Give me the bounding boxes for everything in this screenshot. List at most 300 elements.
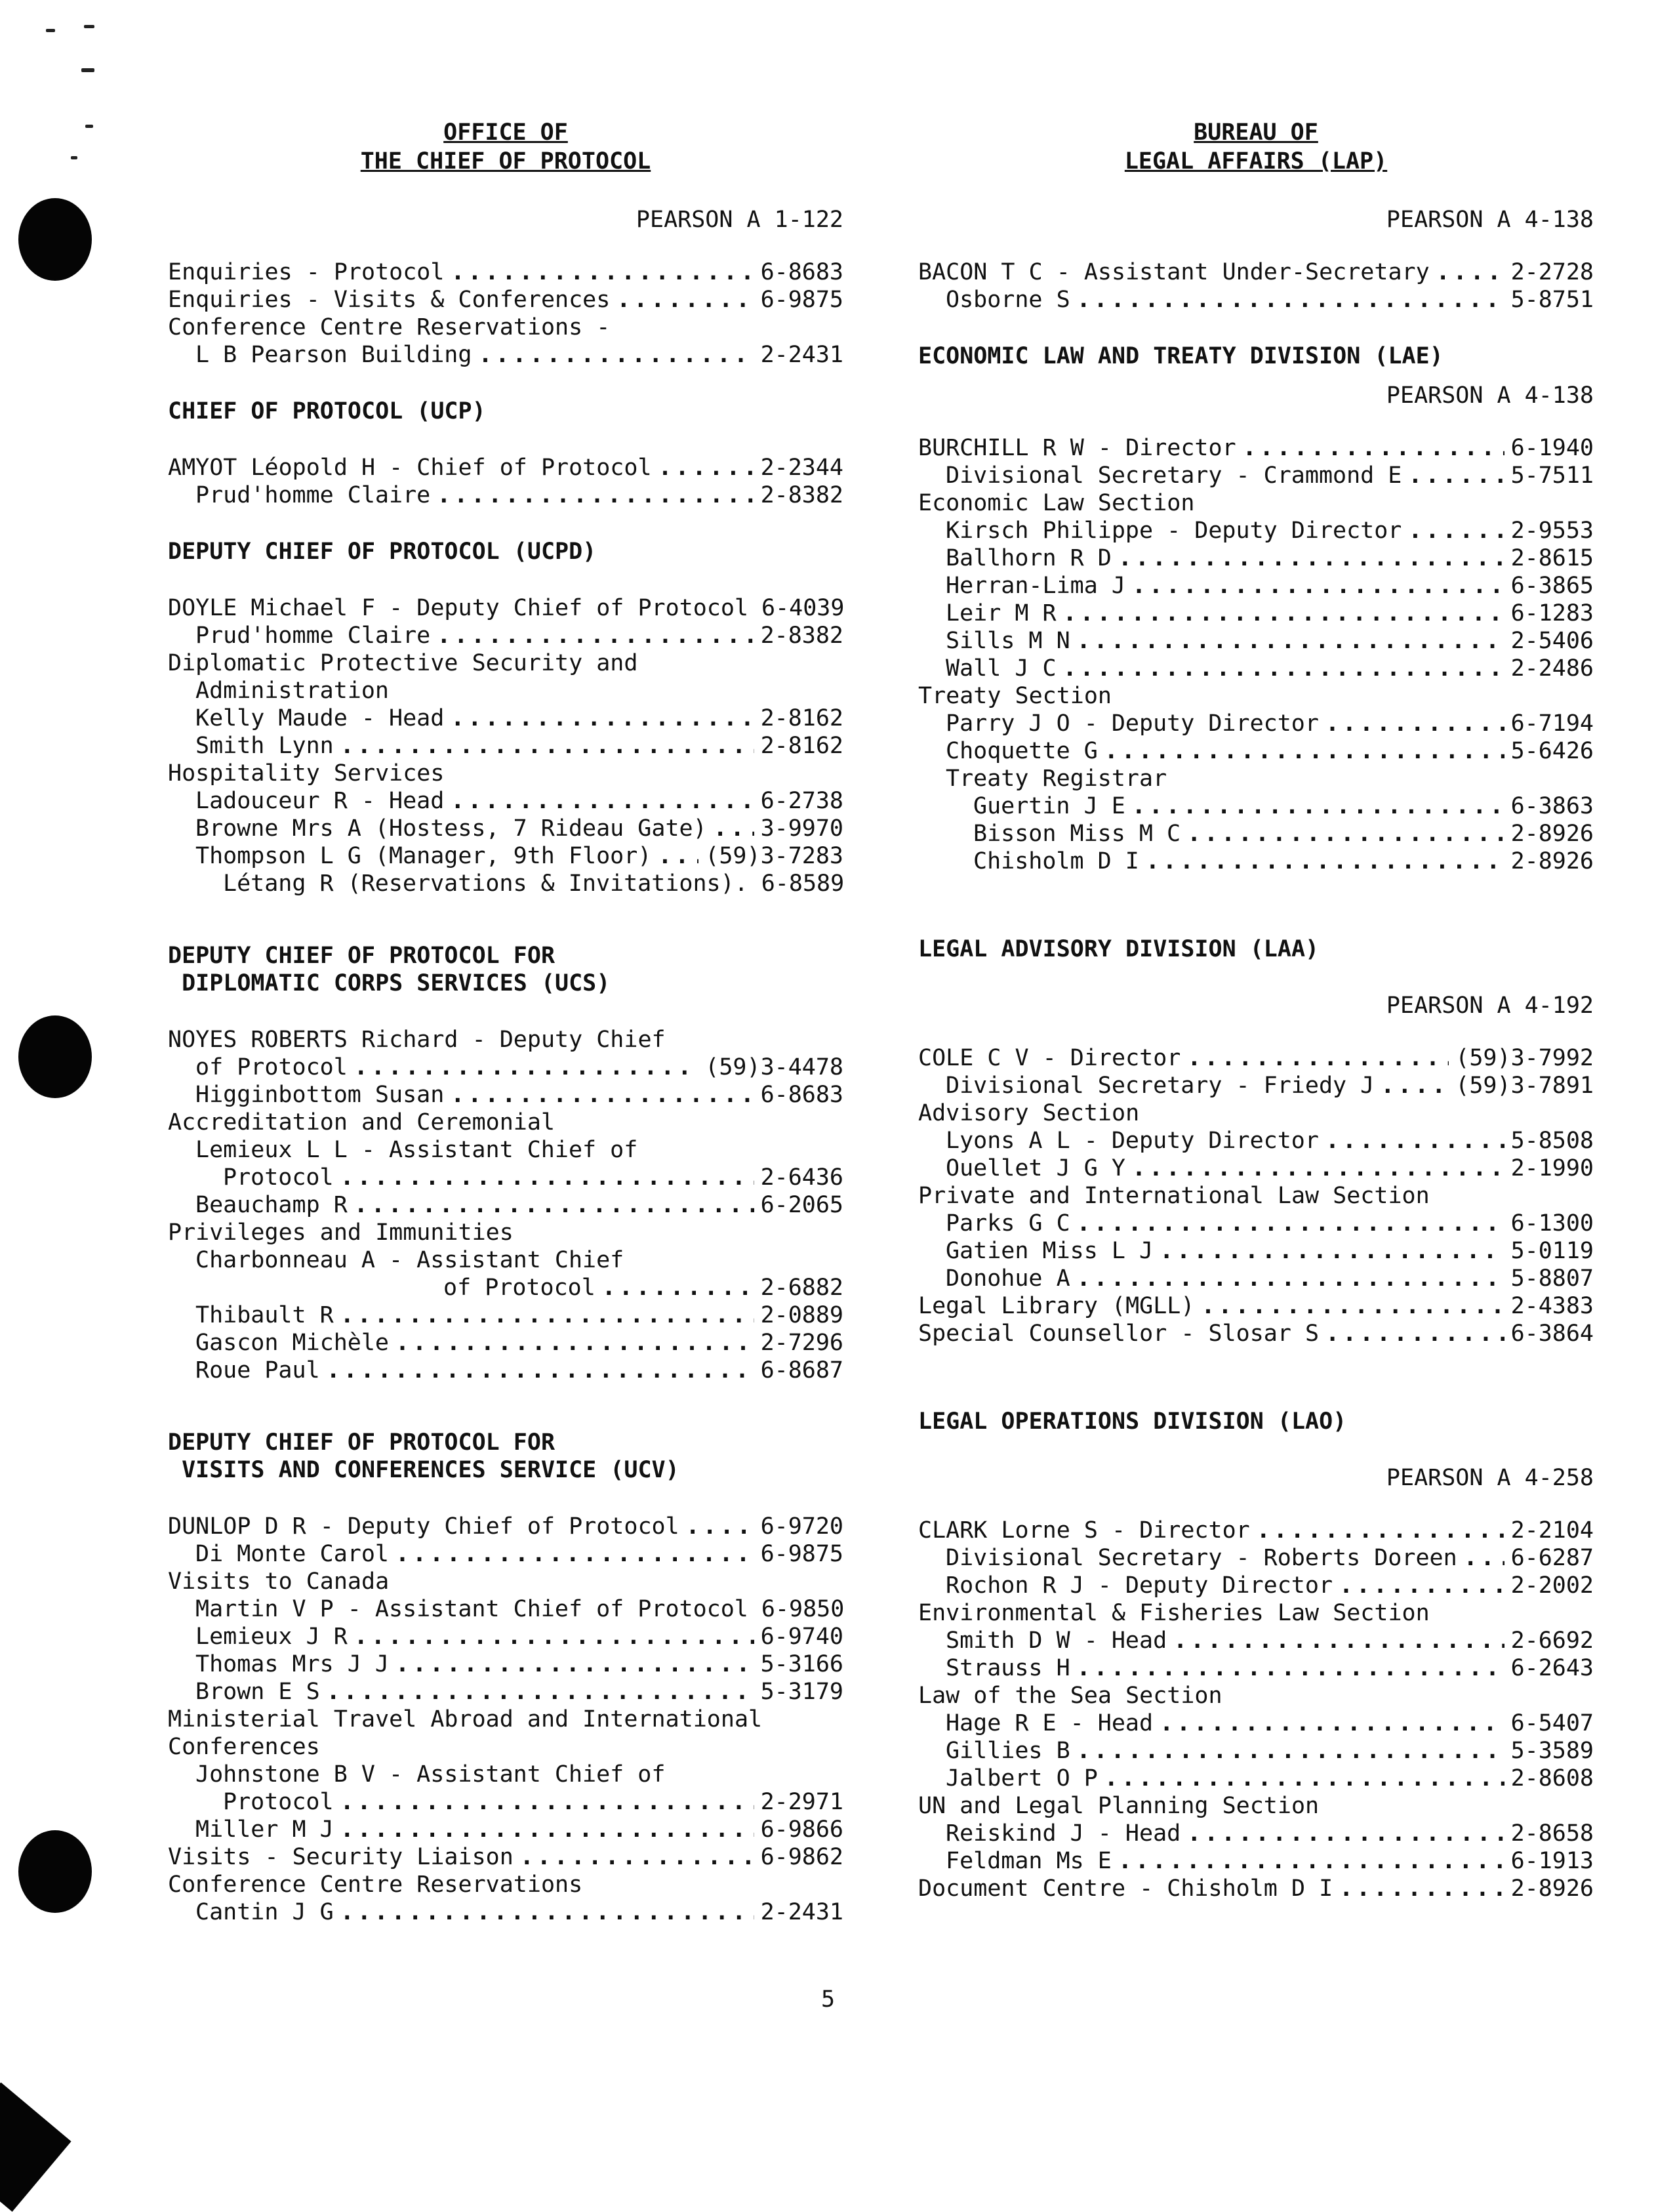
dot-leader (340, 1164, 754, 1191)
dot-leader (340, 1816, 754, 1843)
dot-leader (395, 1650, 754, 1678)
directory-entry (918, 627, 1594, 655)
entry-phone: (59)3-4478 (705, 1054, 843, 1080)
entry-phone: 2-8658 (1510, 1820, 1594, 1847)
entry-phone: 6-9850 (761, 1596, 845, 1622)
dot-leader (1408, 517, 1504, 544)
directory-entry (918, 286, 1594, 314)
entry-name: Lemieux L L - Assistant Chief of (195, 1137, 638, 1163)
scan-speck (46, 29, 55, 32)
directory-entry (918, 1544, 1594, 1572)
entry-phone: 5-8807 (1510, 1265, 1594, 1292)
entry-name: Di Monte Carol (195, 1541, 390, 1567)
entry-name: Kelly Maude - Head (195, 705, 445, 731)
entry-name: Gatien Miss L J (946, 1238, 1154, 1264)
entry-name: Conference Centre Reservations - (168, 314, 611, 340)
entry-phone: 6-9740 (760, 1624, 843, 1650)
entry-name: Roue Paul (195, 1357, 320, 1383)
dot-leader (1077, 1265, 1505, 1292)
entry-name: Protocol (223, 1164, 334, 1191)
directory-entry (168, 1788, 843, 1816)
entry-name: CLARK Lorne S - Director (918, 1517, 1250, 1544)
directory-entry (918, 655, 1594, 682)
directory-entry (918, 1710, 1594, 1737)
entry-name: Visits - Security Liaison (168, 1844, 514, 1870)
building-location: PEARSON A 4-192 (1386, 993, 1594, 1019)
entry-phone: 6-5407 (1510, 1710, 1594, 1736)
entry-name: Privileges and Immunities (168, 1219, 514, 1246)
entry-name: Diplomatic Protective Security and (168, 650, 638, 676)
dot-leader (1173, 1627, 1504, 1654)
entry-phone: 2-9553 (1510, 518, 1594, 544)
dot-leader (478, 341, 754, 369)
building-location: PEARSON A 4-138 (1386, 207, 1594, 233)
entry-phone: 2-8608 (1510, 1765, 1594, 1792)
dot-leader (1160, 1710, 1504, 1737)
directory-entry (168, 481, 843, 509)
entry-name: Johnstone B V - Assistant Chief of (195, 1761, 666, 1788)
dot-leader (354, 1623, 754, 1650)
entry-name: Browne Mrs A (Hostess, 7 Rideau Gate) (195, 815, 707, 842)
entry-name: Document Centre - Chisholm D I (918, 1875, 1333, 1902)
entry-name: Special Counsellor - Slosar S (918, 1321, 1320, 1347)
entry-name: Guertin J E (973, 793, 1125, 819)
punch-hole-top (18, 198, 92, 281)
section-title: LEGAL ADVISORY DIVISION (LAA) (918, 936, 1320, 962)
directory-entry (918, 600, 1594, 627)
entry-phone: 2-2971 (760, 1789, 843, 1815)
entry-name: Miller M J (195, 1816, 334, 1843)
entry-phone: 6-2738 (760, 788, 843, 814)
entry-name: Accreditation and Ceremonial (168, 1109, 555, 1136)
entry-phone: 3-9970 (760, 815, 843, 842)
dot-leader (340, 732, 754, 760)
dot-leader (1104, 737, 1505, 765)
directory-entry (168, 1540, 843, 1568)
entry-name: Ouellet J G Y (946, 1155, 1125, 1181)
entry-name: NOYES ROBERTS Richard - Deputy Chief (168, 1027, 666, 1053)
entry-name: Environmental & Fisheries Law Section (918, 1600, 1430, 1626)
entry-name: Thibault R (195, 1302, 334, 1328)
office-heading-line: THE CHIEF OF PROTOCOL (360, 148, 651, 174)
directory-entry (168, 677, 843, 705)
entry-name: DOYLE Michael F - Deputy Chief of Protocol (168, 595, 749, 621)
directory-entry (168, 732, 843, 760)
entry-name: Jalbert O P (946, 1765, 1098, 1792)
directory-entry (168, 1301, 843, 1329)
entry-list (168, 454, 843, 509)
dot-leader (1077, 627, 1505, 655)
bureau-heading (918, 118, 1594, 176)
section-title: DEPUTY CHIEF OF PROTOCOL (UCPD) (168, 539, 597, 565)
directory-entry (168, 787, 843, 815)
entry-name: Legal Library (MGLL) (918, 1293, 1195, 1319)
directory-entry (168, 1761, 843, 1788)
entry-phone: 6-8683 (760, 1082, 843, 1108)
entry-phone: 5-7511 (1510, 462, 1594, 489)
left-column (168, 118, 843, 1926)
directory-entry (918, 434, 1594, 462)
section-title: ECONOMIC LAW AND TREATY DIVISION (LAE) (918, 343, 1444, 369)
directory-entry (168, 1329, 843, 1357)
dot-leader (1339, 1572, 1505, 1599)
dot-leader (1243, 434, 1505, 462)
directory-entry (168, 1595, 843, 1623)
directory-entry (168, 1164, 843, 1191)
entry-name: Thompson L G (Manager, 9th Floor) (195, 843, 652, 869)
punch-hole-bottom (18, 1830, 92, 1913)
dot-leader (1187, 1044, 1449, 1072)
directory-entry (168, 815, 843, 842)
entry-name: Kirsch Philippe - Deputy Director (946, 518, 1402, 544)
dot-leader (340, 1788, 754, 1816)
dot-leader (1408, 462, 1504, 489)
directory-entry (168, 1816, 843, 1843)
entry-name: BURCHILL R W - Director (918, 435, 1236, 461)
directory-entry (918, 1099, 1594, 1127)
directory-entry (168, 1054, 843, 1081)
dot-leader (451, 258, 754, 286)
dot-leader (1325, 710, 1505, 737)
entry-phone: 5-3166 (760, 1651, 843, 1677)
dot-leader (1325, 1320, 1504, 1347)
dot-leader (451, 705, 754, 732)
entry-name: Protocol (223, 1789, 334, 1815)
entry-name: Brown E S (195, 1679, 320, 1705)
entry-name: UN and Legal Planning Section (918, 1793, 1320, 1819)
entry-name: Strauss H (946, 1655, 1070, 1681)
entry-name: Beauchamp R (195, 1192, 348, 1218)
entry-phone: 5-6426 (1510, 738, 1594, 764)
entry-phone: 2-2104 (1510, 1517, 1594, 1544)
entry-phone: 6-4039 (761, 595, 845, 621)
dot-leader (1118, 544, 1505, 572)
entry-phone: 2-8162 (760, 733, 843, 759)
entry-name: Lemieux J R (195, 1624, 348, 1650)
directory-entry (918, 820, 1594, 848)
directory-entry (918, 1044, 1594, 1072)
entry-phone: 2-1990 (1510, 1155, 1594, 1181)
entry-phone: 6-8683 (760, 259, 843, 285)
directory-entry (918, 1682, 1594, 1710)
entry-phone: 6-8687 (760, 1357, 843, 1383)
entry-name: Feldman Ms E (946, 1848, 1112, 1874)
entry-name: Charbonneau A - Assistant Chief (195, 1247, 624, 1273)
dot-leader (395, 1540, 754, 1568)
entry-name: Gillies B (946, 1738, 1070, 1764)
directory-entry (918, 792, 1594, 820)
entry-name: Hage R E - Head (946, 1710, 1154, 1736)
dot-leader (1201, 1292, 1504, 1320)
directory-entry (168, 622, 843, 649)
directory-entry (168, 314, 843, 341)
dot-leader (602, 1274, 754, 1301)
directory-entry (168, 870, 843, 897)
entry-phone: 2-4383 (1510, 1293, 1594, 1319)
entry-phone: 6-1283 (1510, 600, 1594, 626)
directory-entry (168, 1678, 843, 1706)
directory-entry (918, 1599, 1594, 1627)
section-title: LEGAL OPERATIONS DIVISION (LAO) (918, 1408, 1347, 1435)
dot-leader (686, 1513, 754, 1540)
dot-leader (327, 1357, 754, 1384)
directory-entry (918, 517, 1594, 544)
directory-entry (168, 1109, 843, 1136)
directory-entry (168, 1191, 843, 1219)
entry-name: Osborne S (946, 287, 1070, 313)
directory-entry (168, 1733, 843, 1761)
dot-leader (1132, 1155, 1505, 1182)
entry-phone: 6-8589 (761, 870, 845, 897)
dot-leader (1077, 1737, 1505, 1765)
directory-entry (918, 1517, 1594, 1544)
entry-phone: 2-2431 (760, 342, 843, 368)
entry-name: Rochon R J - Deputy Director (946, 1572, 1333, 1599)
directory-entry (918, 1654, 1594, 1682)
entry-phone: (59)3-7283 (705, 843, 843, 869)
scan-speck (71, 156, 77, 159)
directory-entry (918, 765, 1594, 792)
entry-phone: 2-2002 (1510, 1572, 1594, 1599)
section-title: CHIEF OF PROTOCOL (UCP) (168, 398, 486, 424)
directory-entry (918, 737, 1594, 765)
entry-name: Visits to Canada (168, 1568, 390, 1595)
directory-entry (168, 1246, 843, 1274)
entry-phone: 2-8615 (1510, 545, 1594, 571)
dot-leader (1187, 1820, 1504, 1847)
entry-name: L B Pearson Building (195, 342, 472, 368)
entry-phone: 6-3865 (1510, 573, 1594, 599)
entry-name: Herran-Lima J (946, 573, 1125, 599)
directory-entry (918, 462, 1594, 489)
directory-entry (918, 1737, 1594, 1765)
dot-leader (658, 842, 698, 870)
dot-leader (340, 1898, 754, 1926)
page-number: 5 (820, 1986, 836, 2013)
dot-leader (1146, 848, 1505, 875)
directory-entry (918, 1155, 1594, 1182)
dot-leader (1132, 792, 1505, 820)
entry-list (168, 594, 843, 897)
dot-leader (1325, 1127, 1505, 1155)
entry-list (168, 258, 843, 369)
entry-phone: 2-2486 (1510, 655, 1594, 682)
entry-name: Conference Centre Reservations (168, 1872, 583, 1898)
entry-name: Leir M R (946, 600, 1057, 626)
directory-entry (168, 1843, 843, 1871)
directory-entry (918, 1875, 1594, 1902)
bureau-heading-line: BUREAU OF (1194, 119, 1318, 146)
entry-phone: 2-8926 (1510, 1875, 1594, 1902)
dot-leader (1339, 1875, 1504, 1902)
dot-leader (1464, 1544, 1505, 1572)
dot-leader (1063, 600, 1505, 627)
bureau-heading-line: LEGAL AFFAIRS (LAP) (1124, 148, 1388, 174)
entry-phone: 5-3179 (760, 1679, 843, 1705)
entry-name: Private and International Law Section (918, 1183, 1430, 1209)
directory-entry (168, 1357, 843, 1384)
entry-name: Parks G C (946, 1210, 1070, 1237)
entry-name: Administration (195, 678, 390, 704)
dot-leader (616, 286, 754, 314)
entry-name: Enquiries - Protocol (168, 259, 445, 285)
directory-entry (918, 489, 1594, 517)
entry-phone: 6-9866 (760, 1816, 843, 1843)
directory-entry (168, 341, 843, 369)
dot-leader (395, 1329, 754, 1357)
directory-entry (918, 258, 1594, 286)
directory-entry (168, 705, 843, 732)
directory-entry (918, 1072, 1594, 1099)
dot-leader (354, 1054, 698, 1081)
entry-phone: 2-6692 (1510, 1628, 1594, 1654)
entry-phone: 5-8508 (1510, 1128, 1594, 1154)
entry-phone: 2-8926 (1510, 821, 1594, 847)
dot-leader (340, 1301, 754, 1329)
entry-name: Enquiries - Visits & Conferences (168, 287, 611, 313)
entry-name: Choquette G (946, 738, 1098, 764)
scan-speck (84, 25, 94, 28)
entry-phone: 6-7194 (1510, 710, 1594, 737)
dot-leader (327, 1678, 754, 1706)
building-location: PEARSON A 4-138 (1386, 382, 1594, 409)
entry-name: Ladouceur R - Head (195, 788, 445, 814)
building-location: PEARSON A 4-258 (1386, 1465, 1594, 1491)
directory-entry (168, 1568, 843, 1595)
entry-name: Economic Law Section (918, 490, 1195, 516)
directory-entry (168, 1026, 843, 1054)
dot-leader (1104, 1765, 1505, 1792)
dot-leader (520, 1843, 754, 1871)
entry-name: Law of the Sea Section (918, 1683, 1222, 1709)
entry-list (918, 258, 1594, 314)
entry-name: Martin V P - Assistant Chief of Protocol (195, 1596, 748, 1622)
directory-entry (918, 1237, 1594, 1265)
directory-entry (168, 1274, 843, 1301)
directory-entry (918, 1820, 1594, 1847)
dot-leader (451, 1081, 754, 1109)
directory-entry (918, 1765, 1594, 1792)
entry-list (918, 434, 1594, 875)
entry-name: Prud'homme Claire (195, 482, 431, 508)
entry-name: Parry J O - Deputy Director (946, 710, 1319, 737)
entry-name: Létang R (Reservations & Invitations). (223, 870, 748, 897)
directory-entry (918, 1847, 1594, 1875)
dot-leader (1118, 1847, 1505, 1875)
dot-leader (437, 622, 754, 649)
entry-name: Advisory Section (918, 1100, 1140, 1126)
dot-leader (714, 815, 754, 842)
entry-phone: 6-9862 (760, 1844, 843, 1870)
directory-entry (918, 1627, 1594, 1654)
directory-entry (168, 1219, 843, 1246)
dot-leader (437, 481, 754, 509)
directory-entry (168, 1706, 843, 1733)
entry-list (168, 1513, 843, 1926)
scan-speck (81, 68, 94, 72)
directory-entry (168, 454, 843, 481)
entry-name: Reiskind J - Head (946, 1820, 1181, 1847)
entry-phone: 2-2344 (760, 455, 843, 481)
entry-phone: (59)3-7992 (1455, 1045, 1594, 1071)
directory-entry (168, 760, 843, 787)
dot-leader (451, 787, 754, 815)
dot-leader (1077, 1654, 1505, 1682)
directory-entry (168, 1898, 843, 1926)
entry-phone: 6-9720 (760, 1513, 843, 1540)
entry-phone: 6-1940 (1510, 435, 1594, 461)
dot-leader (1077, 286, 1505, 314)
dot-leader (1257, 1517, 1505, 1544)
entry-phone: 6-2065 (760, 1192, 843, 1218)
entry-name: COLE C V - Director (918, 1045, 1181, 1071)
office-heading-line: OFFICE OF (443, 119, 568, 146)
entry-phone: 6-9875 (760, 287, 843, 313)
entry-name: Divisional Secretary - Friedy J (946, 1073, 1375, 1099)
entry-name: of Protocol (195, 1054, 348, 1080)
directory-entry (168, 1136, 843, 1164)
scan-corner (0, 2082, 71, 2211)
entry-phone: 6-1913 (1510, 1848, 1594, 1874)
entry-name: Treaty Section (918, 683, 1112, 709)
entry-name: Smith D W - Head (946, 1628, 1167, 1654)
punch-hole-middle (18, 1015, 92, 1098)
directory-entry (918, 544, 1594, 572)
entry-phone: 6-1300 (1510, 1210, 1594, 1237)
entry-list (168, 1026, 843, 1384)
right-column (918, 118, 1594, 1902)
directory-entry (918, 1210, 1594, 1237)
entry-phone: 2-6882 (760, 1275, 843, 1301)
entry-name: BACON T C - Assistant Under-Secretary (918, 259, 1430, 285)
entry-name: Divisional Secretary - Crammond E (946, 462, 1402, 489)
building-location: PEARSON A 1-122 (636, 207, 843, 233)
entry-phone: 6-6287 (1510, 1545, 1594, 1571)
entry-phone: 2-8162 (760, 705, 843, 731)
dot-leader (658, 454, 754, 481)
directory-entry (168, 1650, 843, 1678)
entry-name: of Protocol (443, 1275, 596, 1301)
entry-phone: 2-7296 (760, 1330, 843, 1356)
entry-name: Conferences (168, 1734, 320, 1760)
dot-leader (1063, 655, 1505, 682)
directory-entry (168, 286, 843, 314)
directory-entry (918, 1182, 1594, 1210)
directory-entry (168, 649, 843, 677)
entry-list (918, 1517, 1594, 1902)
entry-phone: 2-8926 (1510, 848, 1594, 874)
entry-name: Smith Lynn (195, 733, 334, 759)
dot-leader (1077, 1210, 1505, 1237)
entry-phone: 2-8382 (760, 623, 843, 649)
entry-phone: (59)3-7891 (1455, 1073, 1594, 1099)
directory-entry (168, 1623, 843, 1650)
entry-name: Ministerial Travel Abroad and International (168, 1706, 763, 1732)
directory-entry (918, 1320, 1594, 1347)
entry-name: Chisholm D I (973, 848, 1139, 874)
entry-phone: 6-9875 (760, 1541, 843, 1567)
entry-phone: 6-2643 (1510, 1655, 1594, 1681)
directory-entry (918, 1572, 1594, 1599)
directory-entry (918, 682, 1594, 710)
entry-name: Divisional Secretary - Roberts Doreen (946, 1545, 1457, 1571)
dot-leader (1160, 1237, 1504, 1265)
scan-speck (85, 125, 93, 128)
entry-name: Lyons A L - Deputy Director (946, 1128, 1319, 1154)
dot-leader (1381, 1072, 1449, 1099)
section-title: DEPUTY CHIEF OF PROTOCOL FOR DIPLOMATIC CORPS SERVICES (UCS) (168, 943, 611, 996)
entry-phone: 5-3589 (1510, 1738, 1594, 1764)
